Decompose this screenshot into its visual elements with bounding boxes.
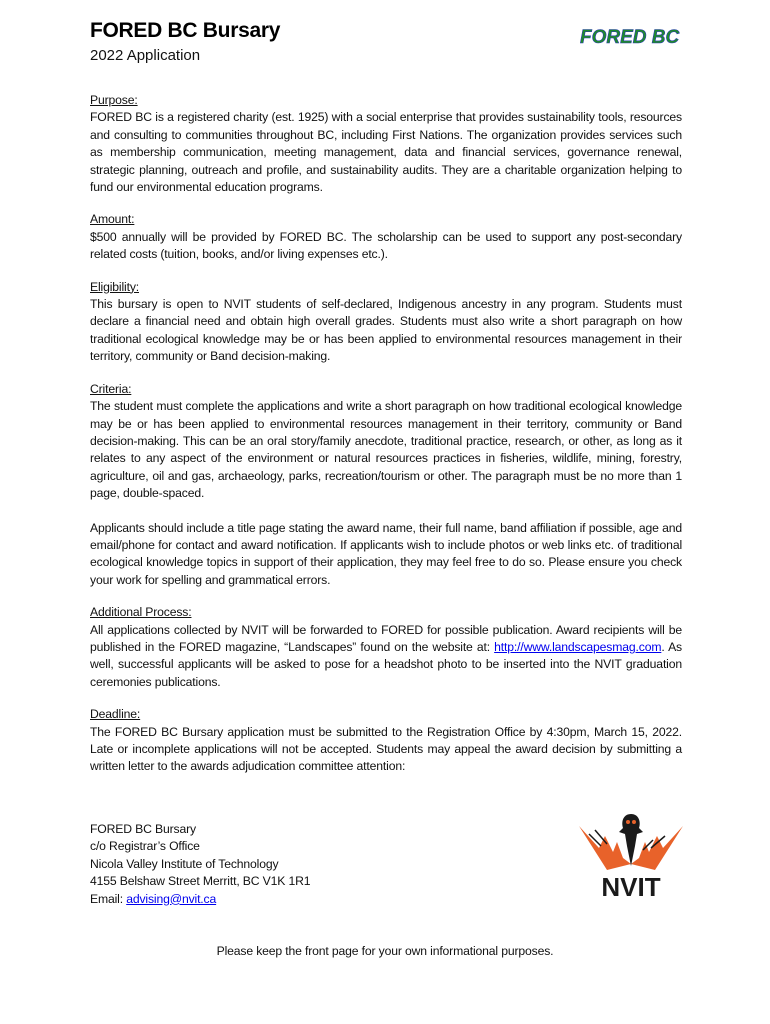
nvit-logo-text: NVIT: [601, 872, 661, 902]
document-title: FORED BC Bursary: [90, 19, 281, 42]
additional-process-section: [90, 604, 682, 691]
footer-note: Please keep the front page for your own informational purposes.: [216, 944, 554, 958]
amount-section: [90, 211, 682, 263]
document-body: [90, 92, 682, 791]
address-line-2: c/o Registrar’s Office: [90, 839, 200, 854]
address-email-line: [90, 891, 310, 908]
nvit-logo: [577, 808, 685, 900]
deadline-text: The FORED BC Bursary application must be submitted to the Registration Office by 4:30pm, March 15, 2022. Late or incomplete applications will not be accepted. Students may appeal the award decision by submitting a written letter to the awards adjudication committee attention:: [90, 724, 682, 774]
criteria-section: [90, 381, 682, 589]
deadline-heading: Deadline:: [90, 707, 141, 722]
mailing-address: [90, 821, 310, 908]
eligibility-text: This bursary is open to NVIT students of self-declared, Indigenous ancestry in any program. Students must declare a financial need and obtain high overall grades. Students must also write a short paragraph on how traditional ecological knowledge may be or has been applied to environmental resources management in their territory, community or Band decision-making.: [90, 297, 682, 364]
purpose-section: [90, 92, 682, 196]
address-line-4: 4155 Belshaw Street Merritt, BC V1K 1R1: [90, 874, 311, 889]
landscapes-website-link[interactable]: http://www.landscapesmag.com: [494, 639, 662, 654]
amount-text: $500 annually will be provided by FORED BC. The scholarship can be used to support any post-secondary related costs (tuition, books, and/or living expenses etc.).: [90, 229, 682, 262]
criteria-text-2: Applicants should include a title page stating the award name, their full name, band affiliation if possible, age and email/phone for contact and award notification. If applicants wish to include photos or web links etc. of traditional ecological knowledge topics in support of their application, they may feel free to do so. Please ensure you check your work for spelling and grammatical errors.: [90, 520, 682, 587]
criteria-text: The student must complete the applications and write a short paragraph on how traditional ecological knowledge may be or has been applied to environmental resources management in their territory, community or Band decision-making. This can be an oral story/family anecdote, traditional practice, research, or other, as long as it relates to any aspect of the environment or natural resources practices in fisheries, wildlife, mining, forestry, agriculture, oil and gas, archaeology, parks, recreation/tourism or other. The paragraph must be no more than 1 page, double-spaced.: [90, 399, 682, 501]
criteria-heading: Criteria:: [90, 381, 132, 396]
purpose-heading: Purpose:: [90, 93, 138, 107]
eligibility-heading: Eligibility:: [90, 279, 139, 294]
email-link[interactable]: advising@nvit.ca: [126, 891, 217, 906]
additional-process-text-before: All applications collected by NVIT will be forwarded to FORED for possible publication. Award recipients will be published in the FORED magazine, “Landscapes” found on the website at:: [90, 622, 682, 654]
deadline-section: [90, 706, 682, 776]
address-line-3: Nicola Valley Institute of Technology: [90, 856, 279, 871]
svg-text:FORED BC: FORED BC: [580, 27, 680, 48]
additional-process-text-after: . As well, successful applicants will be asked to pose for a headshot photo to be inserted into the NVIT graduation ceremonies publications.: [90, 639, 682, 689]
fored-bc-logo: [578, 24, 680, 48]
amount-heading: Amount:: [90, 212, 135, 227]
document-subtitle: 2022 Application: [90, 47, 201, 64]
additional-process-heading: Additional Process:: [90, 605, 192, 620]
email-label: Email:: [90, 891, 127, 906]
purpose-text: FORED BC is a registered charity (est. 1925) with a social enterprise that provides sustainability tools, resources and consulting to communities throughout BC, including First Nations. The organization provides services such as membership communication, meeting management, data and financial services, governance renewal, strategic planning, outreach and profile, and sustainability audits. They are a charitable organization helping to fund our environmental education programs.: [90, 110, 682, 195]
additional-process-text: [90, 622, 682, 692]
eligibility-section: [90, 279, 682, 366]
address-line-1: FORED BC Bursary: [90, 822, 196, 836]
